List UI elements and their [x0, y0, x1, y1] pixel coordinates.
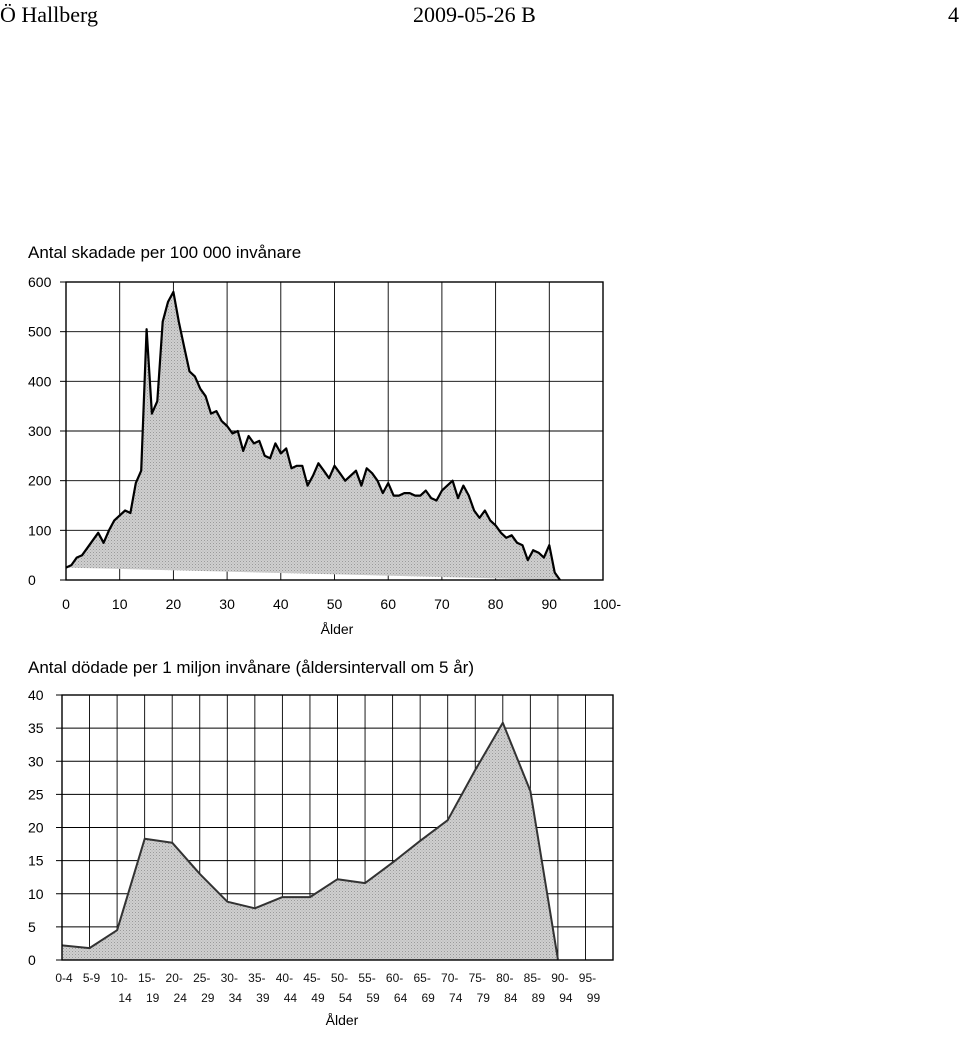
injured-x-axis-ticks [62, 596, 621, 612]
deaths-y-axis-ticks [28, 687, 62, 968]
deaths-x-tick-label-second-line: 94 [559, 991, 573, 1005]
deaths-x-tick-label: 85- [523, 971, 542, 985]
injured-y-axis-ticks [28, 274, 66, 588]
injured-x-tick-label: 40 [273, 596, 289, 612]
deaths-x-tick-label: 65- [413, 971, 431, 985]
deaths-chart [28, 658, 613, 1028]
deaths-x-tick-label-second-line: 34 [228, 991, 242, 1005]
deaths-x-tick-label-second-line: 59 [366, 991, 380, 1005]
injured-x-axis-label: Ålder [320, 621, 354, 637]
deaths-x-tick-label-second-line: 14 [118, 991, 132, 1005]
injured-x-tick-label: 80 [487, 596, 504, 612]
injured-y-tick-label: 300 [28, 423, 52, 439]
deaths-x-tick-label-second-line: 54 [338, 991, 353, 1005]
deaths-x-tick-label-second-line: 64 [393, 991, 408, 1005]
deaths-x-tick-label-second-line: 79 [476, 991, 490, 1005]
deaths-y-tick-label: 40 [28, 687, 44, 703]
deaths-y-tick-label: 25 [28, 786, 44, 803]
deaths-x-tick-label-second-line: 74 [449, 991, 463, 1005]
injured-chart [28, 243, 621, 637]
deaths-x-tick-label: 70- [441, 971, 459, 985]
deaths-x-tick-label-second-line: 49 [311, 991, 325, 1005]
injured-x-tick-label: 0 [62, 596, 70, 612]
deaths-x-tick-label-second-line: 89 [531, 991, 546, 1005]
deaths-x-tick-label: 95- [578, 971, 597, 985]
deaths-y-tick-label: 0 [28, 952, 36, 968]
deaths-x-tick-label: 45- [303, 971, 321, 985]
deaths-x-tick-label-second-line: 99 [586, 991, 601, 1005]
deaths-x-tick-label: 30- [220, 971, 238, 985]
deaths-x-tick-label: 60- [385, 971, 404, 985]
deaths-y-tick-label: 20 [28, 819, 44, 836]
deaths-x-tick-label: 20- [165, 971, 183, 985]
deaths-x-tick-label: 80- [496, 971, 514, 985]
deaths-x-tick-label: 10- [110, 971, 128, 985]
header-date: 2009-05-26 B [413, 2, 536, 27]
deaths-x-axis-label: Ålder [325, 1012, 359, 1028]
deaths-x-tick-label-second-line: 19 [145, 991, 160, 1005]
deaths-x-tick-label: 0-4 [55, 971, 73, 985]
injured-x-tick-label: 50 [326, 596, 343, 612]
injured-x-tick-label: 10 [111, 596, 128, 612]
injured-y-tick-label: 600 [28, 274, 52, 290]
deaths-x-tick-label-second-line: 84 [504, 991, 518, 1005]
injured-y-tick-label: 400 [28, 373, 52, 390]
deaths-x-axis-ticks [55, 971, 600, 1005]
injured-y-tick-label: 500 [28, 323, 52, 340]
deaths-x-tick-label: 35- [248, 971, 266, 985]
injured-x-tick-label: 30 [219, 596, 235, 612]
header-author: Ö Hallberg [0, 2, 98, 27]
deaths-x-tick-label: 5-9 [82, 971, 101, 985]
deaths-y-tick-label: 30 [28, 753, 44, 770]
injured-y-tick-label: 0 [28, 572, 36, 588]
deaths-x-tick-label-second-line: 44 [283, 991, 298, 1005]
header-page-number: 4 [948, 2, 959, 27]
injured-y-tick-label: 100 [28, 522, 52, 539]
deaths-y-tick-label: 35 [28, 720, 44, 737]
deaths-x-tick-label: 15- [137, 971, 156, 985]
deaths-x-tick-label-second-line: 24 [173, 991, 187, 1005]
deaths-x-tick-label: 75- [468, 971, 486, 985]
injured-x-tick-label: 70 [434, 596, 450, 612]
injured-x-tick-label: 100- [592, 596, 622, 612]
injured-y-tick-label: 200 [28, 472, 52, 489]
deaths-y-tick-label: 5 [28, 918, 36, 935]
deaths-x-tick-label-second-line: 69 [421, 991, 435, 1005]
deaths-x-tick-label: 25- [193, 971, 211, 985]
deaths-x-tick-label: 40- [275, 971, 294, 985]
deaths-x-tick-label: 55- [358, 971, 376, 985]
injured-chart-title: Antal skadade per 100 000 invånare [28, 243, 302, 262]
injured-x-tick-label: 20 [165, 596, 182, 612]
injured-x-tick-label: 60 [380, 596, 396, 612]
deaths-y-tick-label: 15 [28, 852, 44, 869]
deaths-x-tick-label: 90- [551, 971, 569, 985]
deaths-x-tick-label: 50- [330, 971, 349, 985]
injured-x-tick-label: 90 [541, 596, 558, 612]
deaths-x-tick-label-second-line: 39 [256, 991, 270, 1005]
injured-area-fill [66, 292, 560, 580]
deaths-x-tick-label-second-line: 29 [201, 991, 215, 1005]
deaths-y-tick-label: 10 [28, 885, 44, 902]
deaths-chart-title: Antal dödade per 1 miljon invånare (åldersintervall om 5 år) [28, 658, 475, 677]
